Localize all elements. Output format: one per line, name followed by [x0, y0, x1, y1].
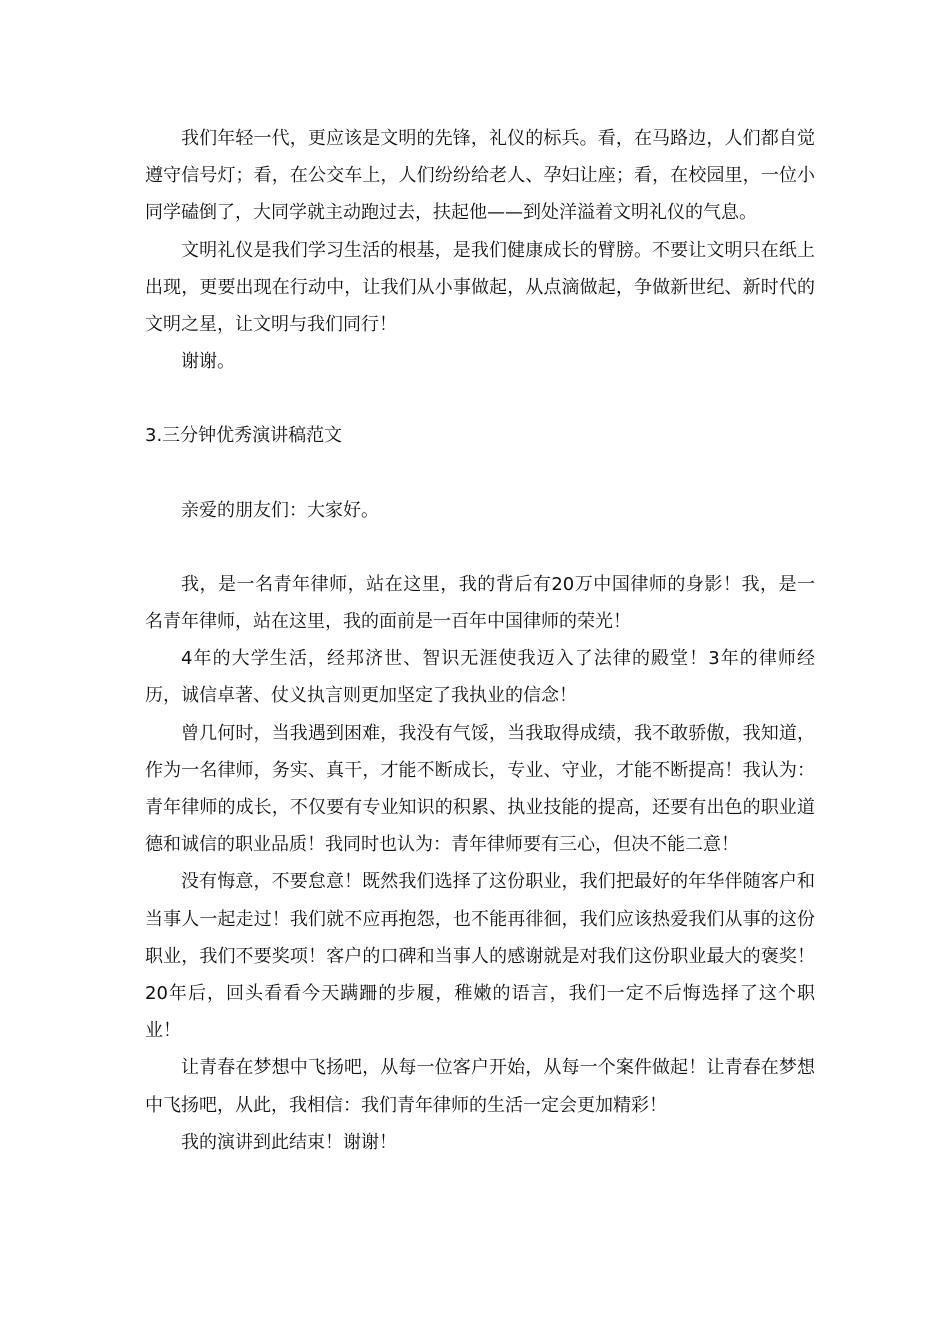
paragraph-civility-youth: 我们年轻一代，更应该是文明的先锋，礼仪的标兵。看，在马路边，人们都自觉遵守信号灯；看，在公交车上，人们纷纷给老人、孕妇让座；看，在校园里，一位小同学磕倒了，大同学就主动跑过去，扶起他——到处洋溢着文明礼仪的气息。: [145, 128, 815, 224]
spacer: [145, 455, 815, 492]
paragraph-youth-dreams: 让青春在梦想中飞扬吧，从每一位客户开始，从每一个案件做起！让青春在梦想中飞扬吧，从此，我相信：我们青年律师的生活一定会更加精彩！: [145, 1057, 815, 1116]
document-body: [145, 120, 815, 1161]
spacer: [145, 529, 815, 566]
spacer: [145, 380, 815, 417]
paragraph-university-years: 4年的大学生活，经邦济世、智识无涯使我迈入了法律的殿堂！3年的律师经历，诚信卓著、仗义执言则更加坚定了我执业的信念！: [145, 648, 815, 707]
greeting-paragraph: 亲爱的朋友们：大家好。: [181, 499, 379, 521]
paragraph-civility-foundation: 文明礼仪是我们学习生活的根基，是我们健康成长的臂膀。不要让文明只在纸上出现，更要出现在行动中，让我们从小事做起，从点滴做起，争做新世纪、新时代的文明之星，让文明与我们同行！: [145, 239, 815, 336]
section-heading: 3.三分钟优秀演讲稿范文: [145, 425, 343, 447]
paragraph-thanks: 谢谢。: [181, 351, 235, 373]
paragraph-no-regret: 没有悔意，不要怠意！既然我们选择了这份职业，我们把最好的年华伴随客户和当事人一起走过！我们就不应再抱怨，也不能再徘徊，我们应该热爱我们从事的这份职业，我们不要奖项！客户的口碑和当事人的感谢就是对我们这份职业最大的褒奖！20年后，回头看看今天蹒跚的步履，稚嫩的语言，我们一定不后悔选择了这个职业！: [145, 871, 815, 1042]
paragraph-closing: 我的演讲到此结束！谢谢！: [181, 1131, 397, 1153]
paragraph-young-lawyer: 我，是一名青年律师，站在这里，我的背后有20万中国律师的身影！我，是一名青年律师，站在这里，我的面前是一百年中国律师的荣光！: [145, 573, 815, 633]
paragraph-growth: 曾几何时，当我遇到困难，我没有气馁，当我取得成绩，我不敢骄傲，我知道，作为一名律师，务实、真干，才能不断成长，专业、守业，才能不断提高！我认为：青年律师的成长，不仅要有专业知识的积累、执业技能的提高，还要有出色的职业道德和诚信的职业品质！我同时也认为：青年律师要有三心，但决不能二意！: [145, 722, 815, 856]
